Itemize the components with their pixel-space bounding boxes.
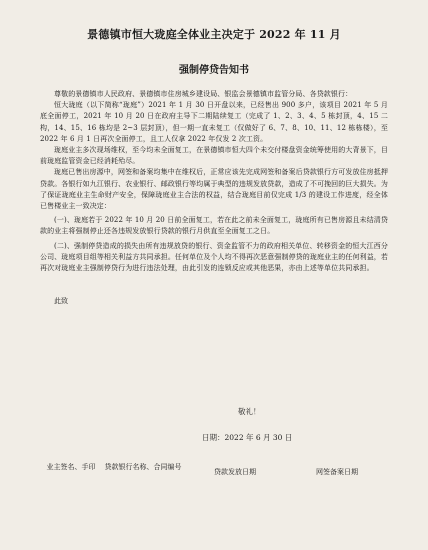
salute-line: 敬礼！: [238, 407, 261, 416]
body-paragraph: 恒大珑庭（以下简称“珑庭”）2021 年 1 月 30 日开盘以来，已经售出 900 多户，该项目 2021 年 5 月底全面停工，2021 年 10 月 20 日在政府主导下二期陆续复工（完成了 1、2、3、4、5 栋封顶，4、15 二构，14、15、16 栋均是 2~3 层封顶），但一期一直未复工（仅做好了 6、7、8、10、11、12 栋栋楼），至 2022 年 6 月 1 日再次全面停工，且工人仅拿 2022 年仅发 2 次工资。: [40, 101, 388, 143]
bank-contract-label: 贷款银行名称、合同编号: [104, 463, 182, 471]
document-title: 景德镇市恒大珑庭全体业主决定于 2022 年 11 月: [87, 28, 341, 41]
document-body: [40, 89, 388, 274]
body-paragraph: 珑庭已售出房源中，网签和备案均集中在维权后，正常应该先完成网签和备案后贷款银行方可发放住房抵押贷款。各银行如九江银行、农业银行、邮政银行等均属于典型的违规发放贷款，造成了不可挽回的巨大损失。为了保证珑庭业主生命财产安全，保障珑庭业主合法的权益，结合珑庭目前仅完成 1/3 的建设工作进度，经全体已售楼业主一致决定：: [40, 168, 388, 211]
body-paragraph: 珑庭业主多次现场维权，至今均未全面复工，在景德镇市恒大四个未交付楼盘资金统筹使用的大背景下，目前珑庭监管资金已经消耗殆尽。: [40, 146, 388, 166]
decision-item-2: (二)、强制停贷造成的损失由所有违规放贷的银行、资金监管不力的政府相关单位、转移资金的恒大江西分公司、珑庭项目组等相关利益方共同承担。任何单位及个人均不得再次恶意强制停贷的珑庭业主的任何利益，若再次对珑庭业主强制停贷行为进行违法处理，由此引发的连锁反应或其他恶果，亦由上述等单位共同承担。: [40, 241, 388, 273]
decision-item-1: (一)、珑庭若于 2022 年 10 月 20 日前全面复工，若在此之前未全面复工，珑庭所有已售房源且未结清贷款的业主将强制停止还各违规发放银行贷款的银行月供直至全面复工之日。: [40, 216, 388, 236]
date-line: 日期：2022 年 6 月 30 日: [202, 433, 293, 442]
document-subtitle: 强制停贷告知书: [179, 65, 249, 76]
registration-date-label: 网签备案日期: [316, 468, 358, 476]
loan-date-label: 贷款发放日期: [214, 468, 256, 476]
addressee-paragraph: 尊敬的景德镇市人民政府、景德镇市住房城乡建设局、银监会景德镇市监管分局、各贷款银行：: [54, 90, 353, 98]
owner-signature-label: 业主签名、手印: [46, 463, 96, 471]
closing-phrase: 此致: [54, 297, 68, 306]
signature-field-labels: [40, 462, 388, 478]
